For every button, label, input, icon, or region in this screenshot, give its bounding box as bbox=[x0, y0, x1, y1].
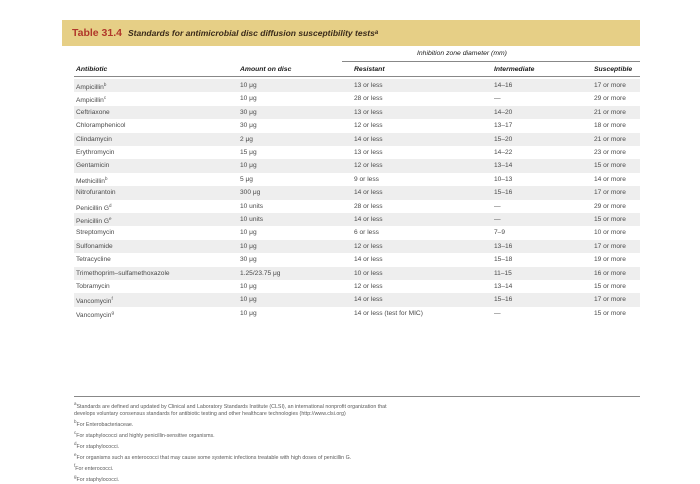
cell-antibiotic: Chloramphenicol bbox=[76, 122, 126, 130]
table-row bbox=[74, 173, 640, 186]
cell-antibiotic: Erythromycin bbox=[76, 149, 115, 156]
cell-intermediate: 15–18 bbox=[494, 256, 513, 264]
table-row bbox=[74, 186, 640, 199]
footnote-mark: b bbox=[104, 175, 108, 181]
cell-susceptible: 15 or more bbox=[594, 283, 626, 290]
cell-resistant: 28 or less bbox=[354, 202, 383, 210]
cell-intermediate: — bbox=[494, 309, 501, 317]
cell-antibiotic: Tetracycline bbox=[76, 256, 111, 264]
cell-amount: 1.25/23.75 μg bbox=[240, 269, 281, 277]
table-title-footnote-mark: a bbox=[374, 30, 379, 36]
footnote-mark: f bbox=[111, 296, 113, 302]
cell-susceptible: 15 or more bbox=[594, 162, 626, 170]
cell-susceptible: 16 or more bbox=[594, 269, 626, 277]
table-row bbox=[74, 307, 640, 320]
footnote: $^b$For Enterobacteriaceae. bbox=[74, 419, 134, 428]
footnote: $^a$Standards are defined and updated by Clinical and Laboratory Standards Institute (CLSI), an international nonprofit organization that bbox=[74, 401, 387, 410]
cell-intermediate: 15–20 bbox=[494, 135, 513, 143]
cell-intermediate: 7–9 bbox=[494, 229, 506, 237]
table-row bbox=[74, 92, 640, 105]
table-number: Table 31.4 bbox=[72, 27, 122, 39]
cell-amount: 10 units bbox=[240, 216, 264, 223]
header-resistant: Resistant bbox=[354, 66, 385, 73]
cell-susceptible: 29 or more bbox=[594, 202, 626, 210]
cell-intermediate: 13–17 bbox=[494, 122, 513, 130]
table-row bbox=[74, 159, 640, 172]
cell-amount: 300 μg bbox=[240, 189, 261, 197]
cell-antibiotic: Vancomycin$^g$ bbox=[76, 309, 114, 319]
table-row bbox=[74, 293, 640, 306]
table-title: Standards for antimicrobial disc diffusion susceptibility tests bbox=[128, 28, 375, 38]
header-rule bbox=[74, 76, 640, 77]
cell-antibiotic: Ampicillin$^c$ bbox=[76, 95, 107, 105]
cell-resistant: 13 or less bbox=[354, 108, 383, 116]
footnote-mark: e bbox=[108, 216, 112, 221]
cell-antibiotic: Sulfonamide bbox=[76, 242, 113, 250]
cell-susceptible: 21 or more bbox=[594, 108, 626, 116]
cell-intermediate: 14–20 bbox=[494, 108, 513, 116]
header-intermediate: Intermediate bbox=[494, 66, 535, 73]
cell-resistant: 14 or less bbox=[354, 256, 383, 264]
cell-amount: 10 μg bbox=[240, 229, 257, 237]
cell-intermediate: — bbox=[494, 216, 501, 223]
cell-amount: 30 μg bbox=[240, 108, 257, 116]
footnote-mark: g bbox=[111, 309, 114, 315]
cell-resistant: 14 or less (test for MIC) bbox=[354, 309, 423, 317]
table-row bbox=[74, 200, 640, 213]
table-row bbox=[74, 280, 640, 293]
cell-intermediate: 13–14 bbox=[494, 162, 513, 170]
cell-resistant: 12 or less bbox=[354, 162, 383, 170]
span-header: Inhibition zone diameter (mm) bbox=[417, 50, 507, 57]
cell-amount: 10 μg bbox=[240, 309, 257, 317]
cell-antibiotic: Ceftriaxone bbox=[76, 108, 110, 116]
cell-susceptible: 29 or more bbox=[594, 95, 626, 103]
footnote: $^f$For enterococci. bbox=[74, 463, 114, 472]
cell-susceptible: 15 or more bbox=[594, 309, 626, 317]
table-row bbox=[74, 79, 640, 92]
cell-susceptible: 17 or more bbox=[594, 296, 626, 304]
cell-amount: 30 μg bbox=[240, 122, 257, 130]
footnote: $^g$For staphylococci. bbox=[74, 474, 120, 483]
cell-intermediate: 14–16 bbox=[494, 82, 513, 89]
footnote: $^c$For staphylococci and highly penicillin-sensitive organisms. bbox=[74, 430, 215, 439]
footnote: $^e$For organisms such as enterococci that may cause some systemic infections treatable with high doses of penicillin G. bbox=[74, 452, 352, 461]
cell-antibiotic: Penicillin G$^d$ bbox=[76, 202, 112, 212]
span-header-rule bbox=[342, 61, 640, 62]
table-row bbox=[74, 106, 640, 119]
cell-antibiotic: Penicillin G$^e$ bbox=[76, 216, 112, 226]
cell-resistant: 14 or less bbox=[354, 189, 383, 197]
cell-resistant: 10 or less bbox=[354, 269, 383, 277]
cell-antibiotic: Nitrofurantoin bbox=[76, 189, 116, 197]
table-figure bbox=[62, 20, 640, 483]
table-row bbox=[74, 253, 640, 266]
cell-antibiotic: Gentamicin bbox=[76, 162, 110, 170]
cell-resistant: 14 or less bbox=[354, 135, 383, 143]
cell-amount: 10 units bbox=[240, 202, 264, 210]
cell-antibiotic: Streptomycin bbox=[76, 229, 115, 237]
cell-antibiotic: Tobramycin bbox=[76, 283, 110, 290]
cell-susceptible: 21 or more bbox=[594, 135, 626, 143]
cell-amount: 10 μg bbox=[240, 242, 257, 250]
table-row bbox=[74, 119, 640, 132]
cell-amount: 10 μg bbox=[240, 82, 257, 89]
cell-intermediate: 15–16 bbox=[494, 296, 513, 304]
table-row bbox=[74, 240, 640, 253]
table-row bbox=[74, 133, 640, 146]
cell-susceptible: 23 or more bbox=[594, 149, 626, 156]
footnote: develops voluntary consensus standards for antibiotic testing and other healthcare technologies (http://www.clsi.org) bbox=[74, 410, 346, 417]
cell-intermediate: 14–22 bbox=[494, 149, 513, 156]
cell-susceptible: 18 or more bbox=[594, 122, 626, 130]
cell-antibiotic: Methicillin$^b$ bbox=[76, 175, 108, 185]
table-row bbox=[74, 226, 640, 239]
cell-susceptible: 19 or more bbox=[594, 256, 626, 264]
cell-amount: 15 μg bbox=[240, 149, 257, 156]
table-row bbox=[74, 213, 640, 226]
cell-antibiotic: Vancomycin$^f$ bbox=[76, 296, 113, 306]
cell-susceptible: 17 or more bbox=[594, 189, 626, 197]
cell-susceptible: 17 or more bbox=[594, 242, 626, 250]
cell-susceptible: 17 or more bbox=[594, 82, 626, 89]
cell-amount: 2 μg bbox=[240, 135, 253, 143]
cell-intermediate: 11–15 bbox=[494, 269, 512, 277]
footnote-mark: c bbox=[103, 95, 107, 101]
cell-resistant: 12 or less bbox=[354, 283, 383, 290]
cell-resistant: 14 or less bbox=[354, 216, 383, 223]
table-row bbox=[74, 146, 640, 159]
cell-antibiotic: Ampicillin$^b$ bbox=[76, 82, 107, 92]
cell-intermediate: 15–16 bbox=[494, 189, 513, 197]
cell-amount: 30 μg bbox=[240, 256, 257, 264]
footnotes bbox=[74, 400, 634, 484]
cell-resistant: 13 or less bbox=[354, 149, 383, 156]
cell-intermediate: 13–14 bbox=[494, 283, 513, 290]
footnote: $^d$For staphylococci. bbox=[74, 441, 120, 450]
cell-antibiotic: Clindamycin bbox=[76, 135, 112, 143]
cell-resistant: 9 or less bbox=[354, 175, 379, 183]
header-amount: Amount on disc bbox=[240, 66, 292, 73]
cell-intermediate: 10–13 bbox=[494, 175, 513, 183]
cell-amount: 10 μg bbox=[240, 162, 257, 170]
cell-susceptible: 14 or more bbox=[594, 175, 626, 183]
cell-susceptible: 10 or more bbox=[594, 229, 626, 237]
cell-antibiotic: Trimethoprim–sulfamethoxazole bbox=[76, 269, 170, 277]
footnote-rule bbox=[74, 396, 640, 397]
cell-susceptible: 15 or more bbox=[594, 216, 626, 223]
cell-resistant: 12 or less bbox=[354, 242, 383, 250]
header-antibiotic: Antibiotic bbox=[76, 66, 108, 73]
footnote-mark: b bbox=[103, 82, 107, 87]
cell-resistant: 12 or less bbox=[354, 122, 383, 130]
cell-intermediate: — bbox=[494, 95, 501, 103]
cell-amount: 10 μg bbox=[240, 95, 257, 103]
cell-amount: 10 μg bbox=[240, 283, 257, 290]
cell-amount: 10 μg bbox=[240, 296, 257, 304]
cell-resistant: 13 or less bbox=[354, 82, 383, 89]
cell-resistant: 28 or less bbox=[354, 95, 383, 103]
cell-intermediate: — bbox=[494, 202, 501, 210]
table-title-bar bbox=[62, 20, 640, 46]
footnote-mark: d bbox=[108, 202, 112, 208]
cell-intermediate: 13–16 bbox=[494, 242, 513, 250]
susceptibility-table bbox=[62, 46, 640, 483]
table-row bbox=[74, 267, 640, 280]
cell-amount: 5 μg bbox=[240, 175, 253, 183]
header-susceptible: Susceptible bbox=[594, 66, 633, 73]
cell-resistant: 14 or less bbox=[354, 296, 383, 304]
cell-resistant: 6 or less bbox=[354, 229, 379, 237]
